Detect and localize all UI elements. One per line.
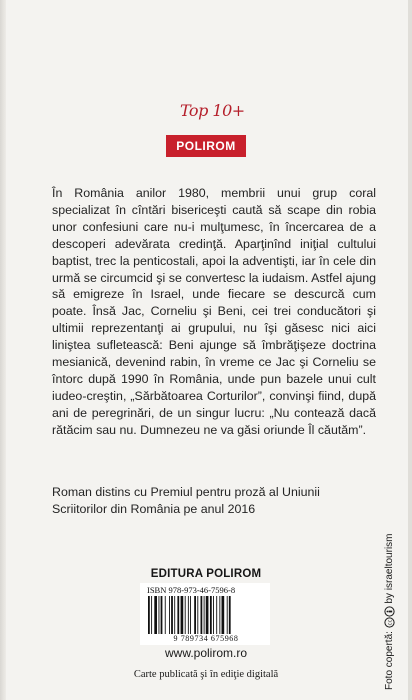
cover-edge (408, 0, 412, 700)
barcode-image (147, 596, 263, 634)
photo-credit (383, 533, 397, 690)
barcode-digits: 9 789734 675968 (173, 634, 239, 643)
photo-credit-label: Foto copertă: (384, 631, 395, 690)
publisher-website: www.polirom.ro (164, 646, 248, 660)
publisher-name: EDITURA POLIROM (150, 568, 262, 580)
creative-commons-icon (384, 606, 395, 628)
spine-shadow (0, 0, 6, 700)
series-logo-mark (177, 99, 247, 121)
isbn-text: ISBN 978-973-46-7596-8 (147, 585, 236, 595)
synopsis-text: În România anilor 1980, membrii unui grup coral specializat în cîntări bisericeşti caută să scape din robia unor confesiuni care nu-i mulţumesc, în încercarea de a descoperi adevărata credinţă. Aparţinînd iniţial cultului baptist, trec la penticostali, apoi la adventişti, iar în cele din urmă se circumcid şi se convertesc la iudaism. Astfel ajung să emigreze în Israel, unde fiecare se descurcă cum poate. Însă Jac, Corneliu şi Beni, cei trei conducători şi ultimii reprezentanţi ai grupului, nu îşi găsesc nici aici liniştea sufletească: Beni ajunge să îmbrăţişeze doctrina mesianică, devenind rabin, în vreme ce Jac şi Corneliu se întorc după 1990 în România, unde pun bazele unui cult iudeo-creştin, „Sărbătoarea Corturilor”, convinşi fiind, după ani de peregrinări, de un singur lucru: „Nu contează dacă rătăcim sau nu. Dumnezeu ne va găsi oriunde Îl căutăm”. (52, 186, 376, 437)
series-logo (177, 99, 247, 121)
svg-text:Top 10+: Top 10+ (180, 101, 245, 120)
svg-text:cc: cc (387, 619, 394, 626)
photo-credit-source: by israeltourism (384, 533, 395, 604)
digital-edition-note: Carte publicată şi în ediţie digitală (133, 669, 279, 680)
award-text: Roman distins cu Premiul pentru proză al Uniunii Scriitorilor din România pe anul 2016 (52, 485, 320, 516)
brand-logo: POLIROM (166, 135, 246, 157)
